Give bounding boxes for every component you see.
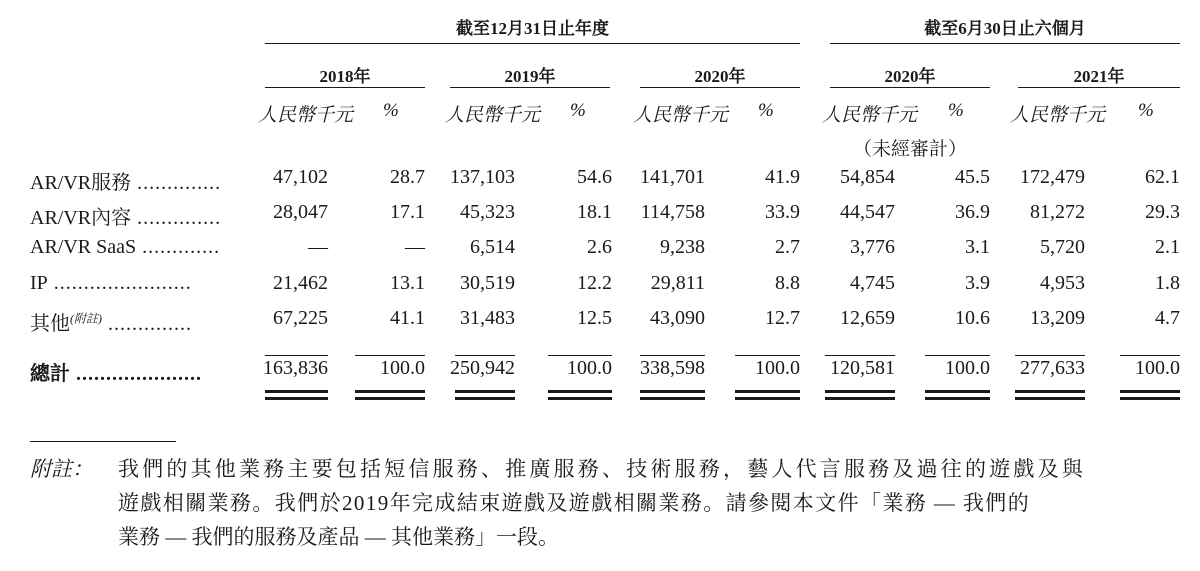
table-cell: 41.1 xyxy=(390,307,425,329)
table-cell: 36.9 xyxy=(955,201,990,223)
total-rule xyxy=(825,397,895,400)
year-rule-2020 xyxy=(640,87,800,88)
year-rule-2019 xyxy=(450,87,610,88)
total-rule xyxy=(735,390,800,393)
table-cell: 12.7 xyxy=(765,307,800,329)
table-cell: 6,514 xyxy=(470,236,515,258)
group-title-six-months: 截至6月30日止六個月 xyxy=(924,19,1086,38)
year-rule-2020-h1 xyxy=(830,87,990,88)
total-rule xyxy=(640,355,705,356)
table-cell: 3,776 xyxy=(850,236,895,258)
leader-dots: .............. xyxy=(131,207,222,229)
leader-dots: .............. xyxy=(102,313,192,335)
table-cell: 4.7 xyxy=(1155,307,1180,329)
table-cell: 31,483 xyxy=(460,307,515,329)
table-cell: 10.6 xyxy=(955,307,990,329)
table-cell: 29,811 xyxy=(650,272,705,294)
unit-pct-2021-h1: % xyxy=(1138,100,1154,121)
footnote-rule xyxy=(30,441,176,442)
total-rule xyxy=(1015,355,1085,356)
table-cell: 5,720 xyxy=(1040,236,1085,258)
total-rule xyxy=(548,397,612,400)
total-rule xyxy=(455,355,515,356)
total-rule xyxy=(735,397,800,400)
leader-dots: ..................... xyxy=(70,363,202,385)
unit-pct-2020: % xyxy=(758,100,774,121)
total-rule xyxy=(455,390,515,393)
row-label-text: 總計 xyxy=(30,363,70,385)
year-header-2021-h1: 2021年 xyxy=(1073,67,1125,86)
total-rule xyxy=(825,390,895,393)
row-label-3 xyxy=(30,236,220,259)
table-cell: 33.9 xyxy=(765,201,800,223)
table-cell: 8.8 xyxy=(775,272,800,294)
row-label-1 xyxy=(30,166,221,195)
total-rule xyxy=(735,355,800,356)
table-cell: 12.2 xyxy=(577,272,612,294)
total-rule xyxy=(1120,397,1180,400)
unit-amount-2020: 人民幣千元 xyxy=(633,105,729,126)
table-cell: 28,047 xyxy=(273,201,328,223)
total-rule xyxy=(925,397,990,400)
year-header-2018: 2018年 xyxy=(319,67,371,86)
total-rule xyxy=(925,390,990,393)
unit-pct-2018: % xyxy=(383,100,399,121)
row-label-text: 其他 xyxy=(30,313,70,335)
row-label-4 xyxy=(30,272,192,295)
row-label-text: AR/VR服務 xyxy=(30,172,132,194)
total-rule xyxy=(1015,397,1085,400)
table-cell: 2.1 xyxy=(1155,236,1180,258)
table-cell: 81,272 xyxy=(1030,201,1085,223)
table-cell: 141,701 xyxy=(640,166,705,188)
table-cell: 45.5 xyxy=(955,166,990,188)
footnote-line-2: 遊戲相關業務。我們於2019年完成結束遊戲及遊戲相關業務。請參閱本文件「業務 — 我們的 xyxy=(118,491,1031,515)
table-cell: 41.9 xyxy=(765,166,800,188)
table-cell: 1.8 xyxy=(1155,272,1180,294)
table-cell: 30,519 xyxy=(460,272,515,294)
table-cell: 9,238 xyxy=(660,236,705,258)
total-rule xyxy=(355,397,425,400)
table-cell: 13.1 xyxy=(390,272,425,294)
row-label-2 xyxy=(30,201,221,230)
footnote-line-1: 我們的其他業務主要包括短信服務、推廣服務、技術服務，藝人代言服務及過往的遊戲及與 xyxy=(118,457,1086,481)
table-cell: 12,659 xyxy=(840,307,895,329)
group-rule-six-months xyxy=(830,43,1180,44)
table-cell: 12.5 xyxy=(577,307,612,329)
year-rule-2018 xyxy=(265,87,425,88)
total-cell: 100.0 xyxy=(380,357,425,379)
table-cell: 29.3 xyxy=(1145,201,1180,223)
table-cell: 62.1 xyxy=(1145,166,1180,188)
group-rule-year-end xyxy=(265,43,800,44)
row-label-5 xyxy=(30,307,192,336)
unit-amount-2019: 人民幣千元 xyxy=(445,105,541,126)
total-rule xyxy=(825,355,895,356)
total-rule xyxy=(640,390,705,393)
table-cell: 45,323 xyxy=(460,201,515,223)
table-cell: 54.6 xyxy=(577,166,612,188)
total-rule xyxy=(265,397,328,400)
table-cell: 114,758 xyxy=(640,201,705,223)
table-cell: 2.7 xyxy=(775,236,800,258)
total-rule xyxy=(548,355,612,356)
table-cell: 54,854 xyxy=(840,166,895,188)
total-rule xyxy=(265,355,328,356)
footnote-line-3: 業務 — 我們的服務及產品 — 其他業務」一段。 xyxy=(118,525,559,549)
total-rule xyxy=(455,397,515,400)
table-cell: 4,745 xyxy=(850,272,895,294)
unit-pct-2019: % xyxy=(570,100,586,121)
table-cell: — xyxy=(405,236,425,258)
total-cell: 163,836 xyxy=(263,357,328,379)
table-cell: 4,953 xyxy=(1040,272,1085,294)
total-rule xyxy=(640,397,705,400)
unit-pct-2020-h1: % xyxy=(948,100,964,121)
total-cell: 250,942 xyxy=(450,357,515,379)
total-rule xyxy=(1015,390,1085,393)
total-cell: 120,581 xyxy=(830,357,895,379)
year-rule-2021-h1 xyxy=(1018,87,1180,88)
table-cell: 13,209 xyxy=(1030,307,1085,329)
table-cell: 43,090 xyxy=(650,307,705,329)
year-header-2020: 2020年 xyxy=(694,67,746,86)
total-cell: 100.0 xyxy=(1135,357,1180,379)
year-header-2019: 2019年 xyxy=(504,67,556,86)
total-rule xyxy=(925,355,990,356)
group-title-year-end: 截至12月31日止年度 xyxy=(456,19,609,38)
unit-amount-2021-h1: 人民幣千元 xyxy=(1010,105,1106,126)
table-cell: — xyxy=(308,236,328,258)
total-cell: 277,633 xyxy=(1020,357,1085,379)
table-cell: 137,103 xyxy=(450,166,515,188)
table-cell: 2.6 xyxy=(587,236,612,258)
leader-dots: .............. xyxy=(131,172,222,194)
footnote-label: 附註： xyxy=(30,457,93,481)
unit-amount-2020-h1: 人民幣千元 xyxy=(822,105,918,126)
total-rule xyxy=(265,390,328,393)
note-marker: (附註) xyxy=(70,311,102,326)
table-cell: 18.1 xyxy=(577,201,612,223)
total-cell: 100.0 xyxy=(755,357,800,379)
leader-dots: ............. xyxy=(136,236,221,258)
row-label-text: AR/VR SaaS xyxy=(30,236,137,258)
table-cell: 17.1 xyxy=(390,201,425,223)
table-cell: 47,102 xyxy=(273,166,328,188)
total-rule xyxy=(355,390,425,393)
row-label-text: AR/VR內容 xyxy=(30,207,132,229)
table-cell: 172,479 xyxy=(1020,166,1085,188)
table-cell: 3.1 xyxy=(965,236,990,258)
table-cell: 44,547 xyxy=(840,201,895,223)
total-cell: 100.0 xyxy=(567,357,612,379)
year-header-2020-h1: 2020年 xyxy=(884,67,936,86)
total-rule xyxy=(548,390,612,393)
unit-amount-2018: 人民幣千元 xyxy=(258,105,354,126)
total-cell: 100.0 xyxy=(945,357,990,379)
total-rule xyxy=(355,355,425,356)
total-rule xyxy=(1120,355,1180,356)
unaudited-note: （未經審計） xyxy=(852,139,967,160)
table-cell: 21,462 xyxy=(273,272,328,294)
total-label xyxy=(30,357,202,386)
row-label-text: IP xyxy=(30,272,48,294)
table-cell: 28.7 xyxy=(390,166,425,188)
total-cell: 338,598 xyxy=(640,357,705,379)
table-cell: 3.9 xyxy=(965,272,990,294)
table-cell: 67,225 xyxy=(273,307,328,329)
total-rule xyxy=(1120,390,1180,393)
leader-dots: ....................... xyxy=(47,272,192,294)
